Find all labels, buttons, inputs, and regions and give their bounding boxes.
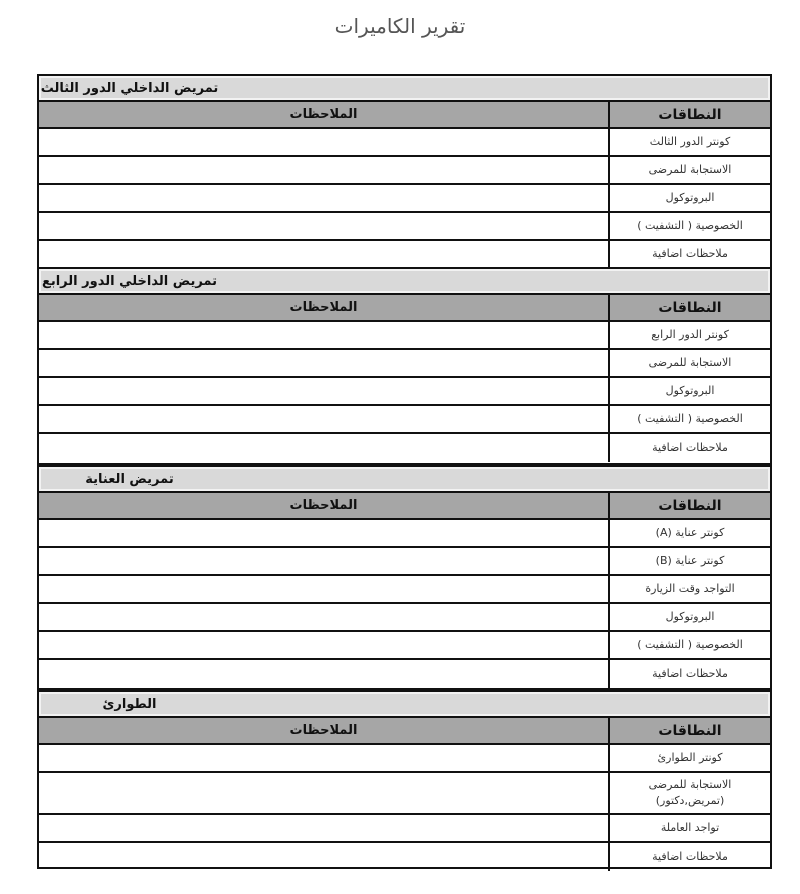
table-row — [39, 745, 770, 773]
report-table-block-2 — [37, 465, 772, 690]
table-header-row — [39, 718, 770, 745]
section-title: الطوارئ — [102, 696, 157, 712]
notes-cell[interactable] — [39, 632, 608, 658]
notes-cell[interactable] — [39, 350, 608, 376]
notes-cell[interactable] — [39, 745, 608, 771]
header-scope: النطاقات — [608, 718, 770, 743]
scope-cell: ملاحظات اضافية — [608, 434, 770, 462]
section-title: تمريض الداخلي الدور الثالث — [40, 80, 219, 96]
section-title-bar — [39, 467, 770, 493]
header-notes: الملاحظات — [289, 107, 358, 122]
notes-cell[interactable] — [39, 815, 608, 841]
table-row — [39, 350, 770, 378]
page-title: تقرير الكاميرات — [334, 14, 466, 38]
table-row — [39, 604, 770, 632]
table-row — [39, 241, 770, 269]
notes-cell[interactable] — [39, 660, 608, 688]
table-row — [39, 406, 770, 434]
table-row — [39, 815, 770, 843]
scope-cell: كونتر عناية (B) — [608, 548, 770, 574]
notes-cell[interactable] — [39, 241, 608, 267]
notes-cell[interactable] — [39, 378, 608, 404]
section-title: تمريض الداخلي الدور الرابع — [41, 273, 218, 289]
table-row — [39, 576, 770, 604]
report-table-block-3 — [37, 690, 772, 869]
section-title-bar — [39, 692, 770, 718]
scope-cell: ملاحظات اضافية — [608, 660, 770, 688]
notes-cell[interactable] — [39, 185, 608, 211]
scope-cell: كونتر الطوارئ — [608, 745, 770, 771]
table-row — [39, 843, 770, 871]
header-notes: الملاحظات — [289, 723, 358, 738]
notes-cell[interactable] — [39, 548, 608, 574]
notes-cell[interactable] — [39, 843, 608, 871]
header-notes: الملاحظات — [289, 300, 358, 315]
header-scope: النطاقات — [608, 493, 770, 518]
section-title-bar — [39, 76, 770, 102]
table-row — [39, 660, 770, 688]
table-row — [39, 632, 770, 660]
scope-cell: الخصوصية ( التشفيت ) — [608, 213, 770, 239]
notes-cell[interactable] — [39, 773, 608, 813]
scope-cell: ملاحظات اضافية — [608, 843, 770, 871]
table-header-row — [39, 493, 770, 520]
notes-cell[interactable] — [39, 406, 608, 432]
scope-cell: الخصوصية ( التشفيت ) — [608, 406, 770, 432]
scope-cell: ملاحظات اضافية — [608, 241, 770, 267]
report-table-block-1 — [37, 74, 772, 465]
table-row — [39, 378, 770, 406]
scope-cell: الاستجابة للمرضى — [608, 350, 770, 376]
scope-cell: التواجد وقت الزيارة — [608, 576, 770, 602]
table-row — [39, 773, 770, 815]
table-header-row — [39, 102, 770, 129]
header-scope: النطاقات — [608, 102, 770, 127]
table-row — [39, 213, 770, 241]
scope-cell: الخصوصية ( التشفيت ) — [608, 632, 770, 658]
scope-cell: كونتر الدور الثالث — [608, 129, 770, 155]
scope-cell: الاستجابة للمرضى — [608, 157, 770, 183]
notes-cell[interactable] — [39, 520, 608, 546]
header-notes: الملاحظات — [289, 498, 358, 513]
table-row — [39, 185, 770, 213]
scope-cell: كونتر الدور الرابع — [608, 322, 770, 348]
scope-cell: البروتوكول — [608, 378, 770, 404]
header-scope: النطاقات — [608, 295, 770, 320]
table-row — [39, 520, 770, 548]
table-row — [39, 322, 770, 350]
scope-cell: كونتر عناية (A) — [608, 520, 770, 546]
table-row — [39, 129, 770, 157]
notes-cell[interactable] — [39, 434, 608, 462]
section-title: تمريض العناية — [85, 471, 174, 487]
scope-cell: البروتوكول — [608, 604, 770, 630]
scope-cell: تواجد العاملة — [608, 815, 770, 841]
scope-cell: البروتوكول — [608, 185, 770, 211]
table-row — [39, 157, 770, 185]
notes-cell[interactable] — [39, 604, 608, 630]
table-row — [39, 434, 770, 462]
notes-cell[interactable] — [39, 157, 608, 183]
notes-cell[interactable] — [39, 129, 608, 155]
scope-cell: الاستجابة للمرضى (تمريض,دكتور) — [608, 773, 770, 813]
notes-cell[interactable] — [39, 322, 608, 348]
notes-cell[interactable] — [39, 576, 608, 602]
section-title-bar — [39, 269, 770, 295]
notes-cell[interactable] — [39, 213, 608, 239]
table-row — [39, 548, 770, 576]
table-header-row — [39, 295, 770, 322]
